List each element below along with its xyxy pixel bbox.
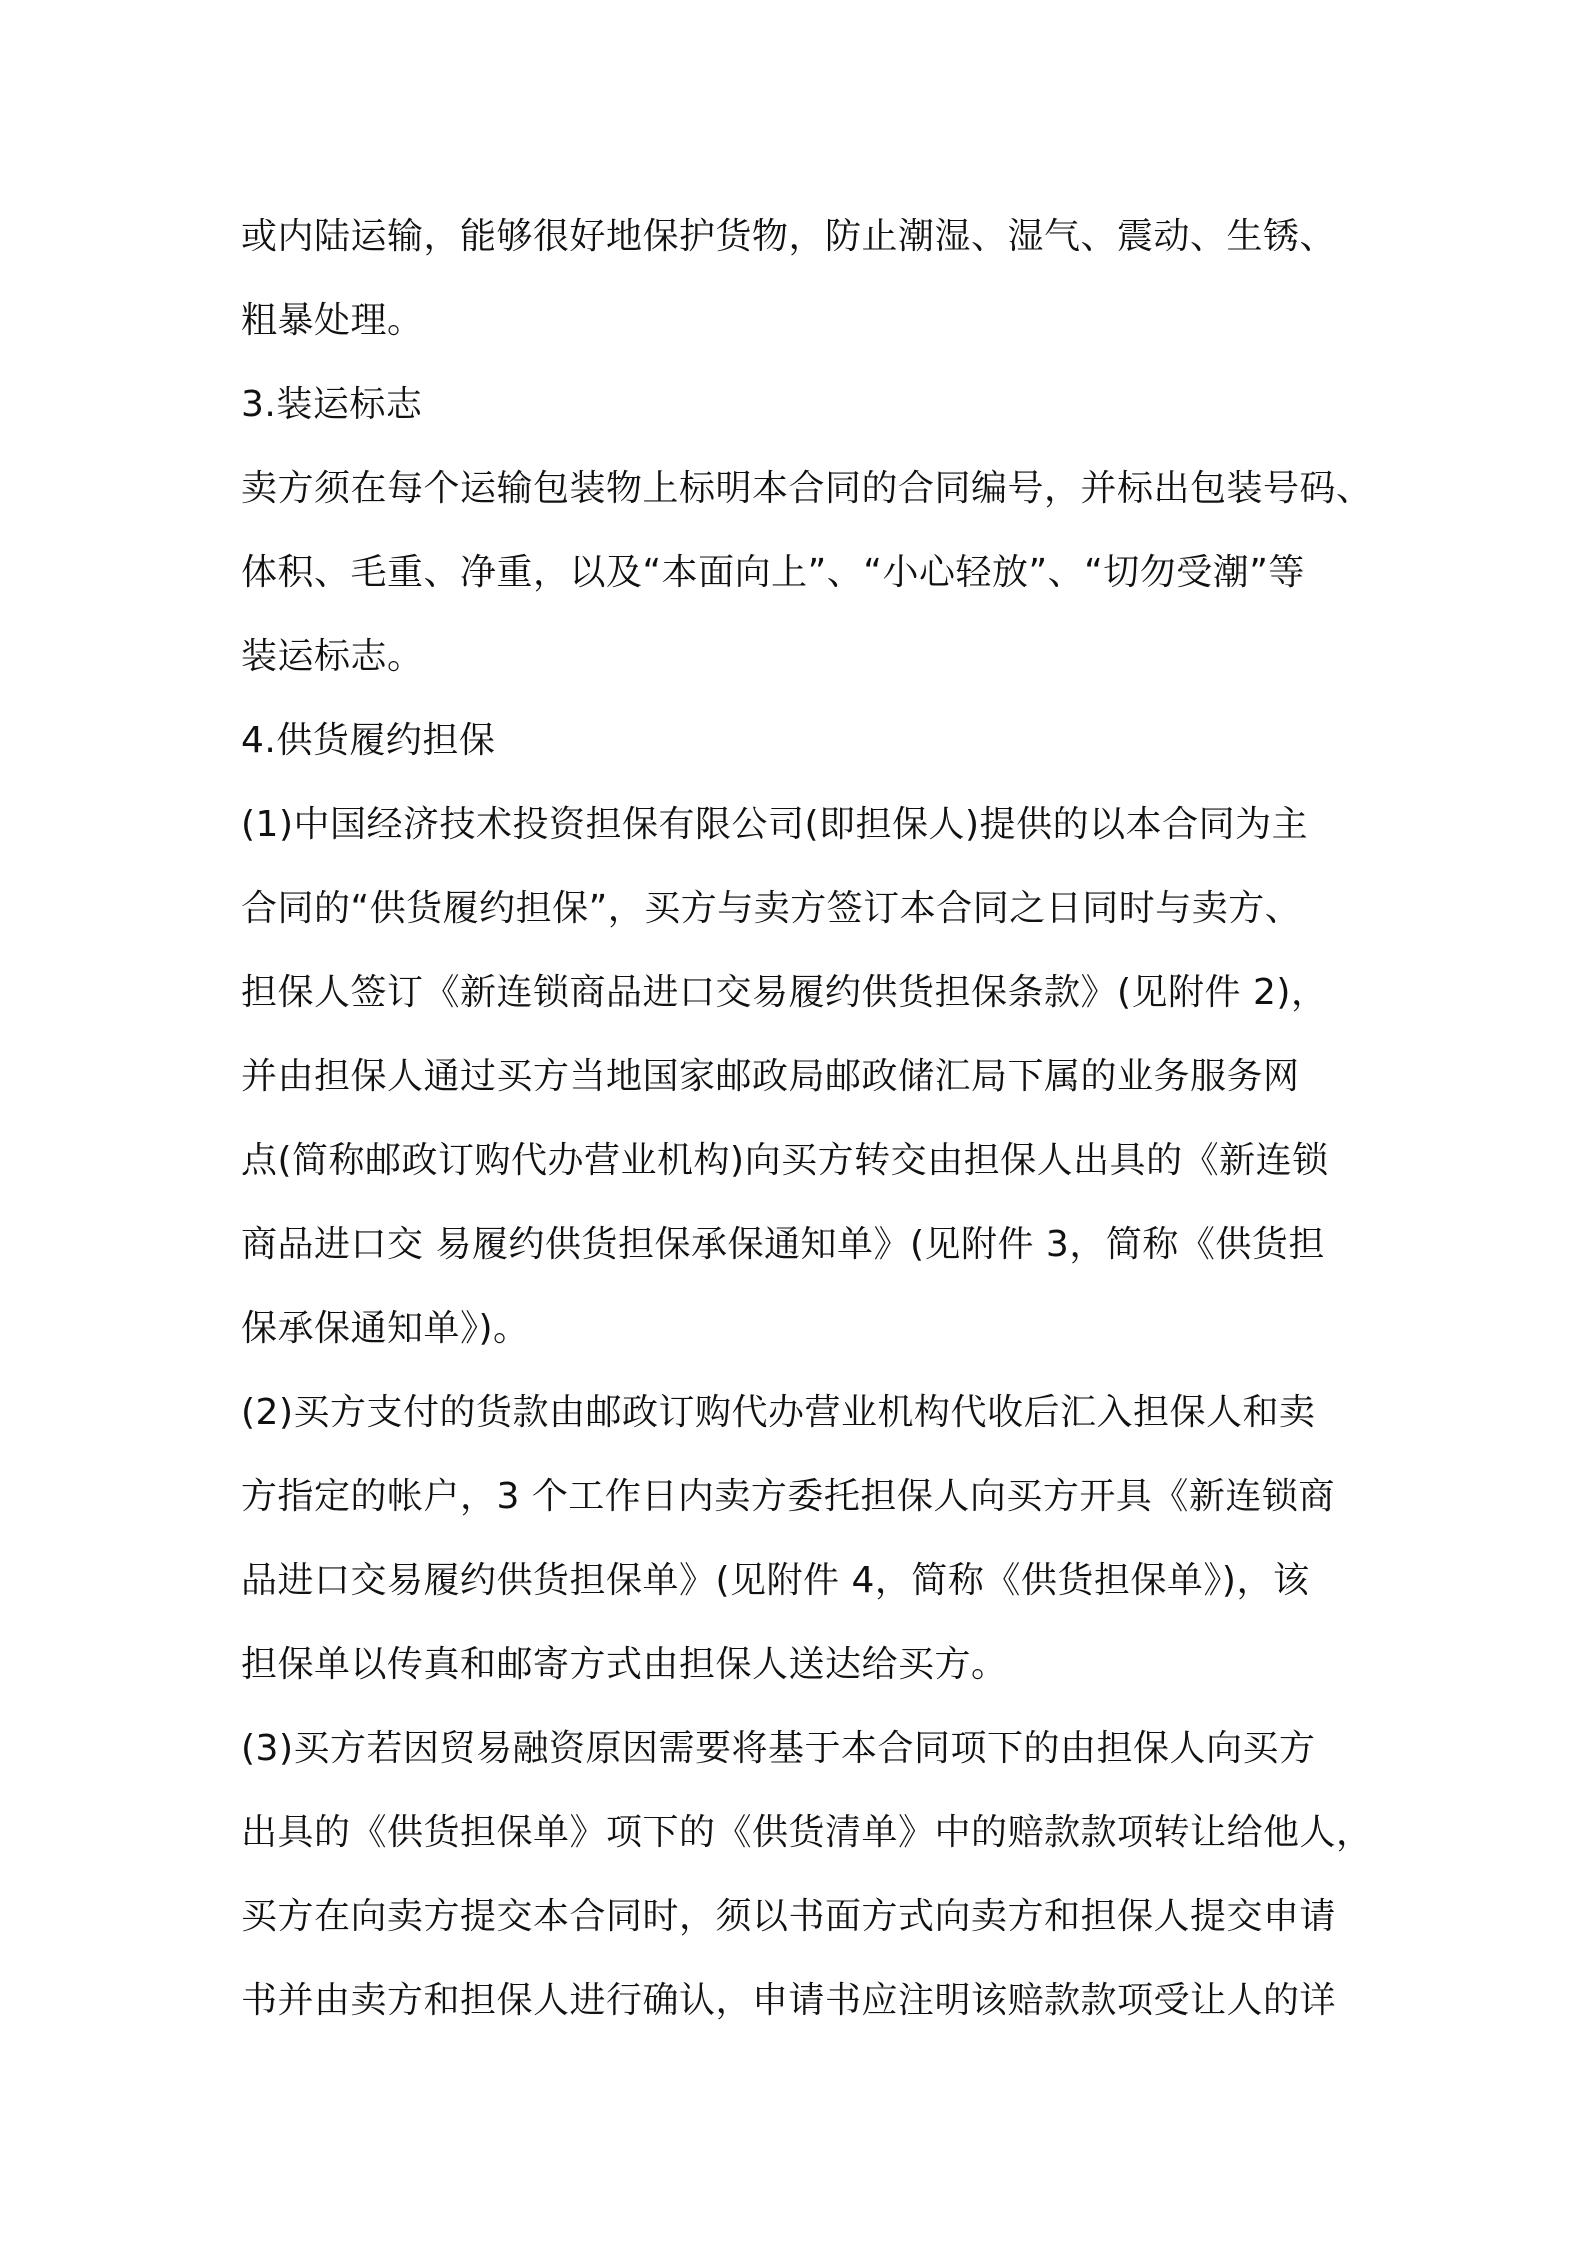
text-line: 并由担保人通过买方当地国家邮政局邮政储汇局下属的业务服务网 [241,1056,1300,1097]
text-line: 商品进口交 易履约供货担保承保通知单》(见附件 3，简称《供货担 [241,1224,1325,1265]
text-line: 出具的《供货担保单》项下的《供货清单》中的赔款款项转让给他人， [241,1812,1373,1853]
text-line: 装运标志。 [241,636,424,677]
text-line: 保承保通知单》)。 [241,1308,530,1349]
text-line: 买方在向卖方提交本合同时，须以书面方式向卖方和担保人提交申请 [241,1896,1337,1937]
text-line: (3)买方若因贸易融资原因需要将基于本合同项下的由担保人向买方 [241,1728,1316,1769]
section-heading: 4.供货履约担保 [241,720,496,761]
text-line: (1)中国经济技术投资担保有限公司(即担保人)提供的以本合同为主 [241,804,1309,845]
text-line: 担保人签订《新连锁商品进口交易履约供货担保条款》(见附件 2)， [241,972,1328,1013]
text-line: 体积、毛重、净重，以及“本面向上”、“小心轻放”、“切勿受潮”等 [241,552,1305,593]
text-line: (2)买方支付的货款由邮政订购代办营业机构代收后汇入担保人和卖 [241,1392,1316,1433]
text-line: 或内陆运输，能够很好地保护货物，防止潮湿、湿气、震动、生锈、 [241,216,1337,257]
text-line: 粗暴处理。 [241,300,424,341]
text-line: 书并由卖方和担保人进行确认，申请书应注明该赔款款项受让人的详 [241,1980,1337,2021]
text-line: 合同的“供货履约担保”，买方与卖方签订本合同之日同时与卖方、 [241,888,1302,929]
text-line: 担保单以传真和邮寄方式由担保人送达给买方。 [241,1644,1008,1685]
text-line: 方指定的帐户，3 个工作日内卖方委托担保人向买方开具《新连锁商 [241,1476,1335,1517]
text-line: 品进口交易履约供货担保单》(见附件 4，简称《供货担保单》)，该 [241,1560,1310,1601]
text-line: 卖方须在每个运输包装物上标明本合同的合同编号，并标出包装号码、 [241,468,1373,509]
section-heading: 3.装运标志 [241,384,423,425]
document-body [241,195,1373,2043]
text-line: 点(简称邮政订购代办营业机构)向买方转交由担保人出具的《新连锁 [241,1140,1329,1181]
